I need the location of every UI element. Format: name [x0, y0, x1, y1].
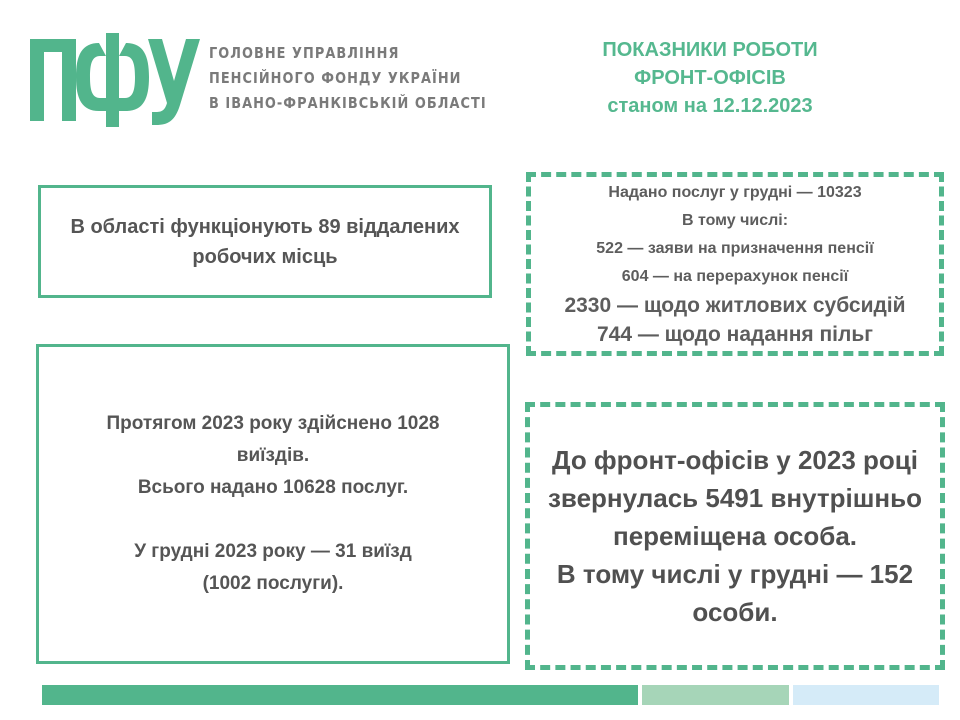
services-line: В тому числі:	[681, 212, 789, 229]
org-name-line: ПЕНСІЙНОГО ФОНДУ УКРАЇНИ	[209, 69, 462, 87]
footer-bar-segment	[42, 685, 638, 705]
org-name-line: ГОЛОВНЕ УПРАВЛІННЯ	[209, 44, 400, 62]
services-line: 604 — на перерахунок пенсії	[621, 268, 849, 285]
departures-box	[36, 344, 510, 664]
services-line: Надано послуг у грудні — 10323	[608, 184, 862, 201]
title-line: ПОКАЗНИКИ РОБОТИ	[602, 39, 818, 61]
idp-line: До фронт-офісів у 2023 році звернулась 5491 внутрішньо переміщена особа.	[548, 445, 922, 551]
services-line: 2330 — щодо житлових субсидій	[564, 294, 906, 317]
footer-bar-segment	[793, 685, 939, 705]
workplaces-box	[38, 185, 492, 298]
departures-line: Протягом 2023 року здійснено 1028 виїздів.	[106, 413, 440, 466]
services-box	[526, 172, 944, 356]
departures-line: У грудні 2023 року — 31 виїзд	[134, 541, 412, 562]
page-title	[545, 36, 875, 120]
idp-line: В тому числі у грудні — 152 особи.	[556, 559, 914, 627]
services-line: 522 — заяви на призначення пенсії	[596, 240, 874, 257]
title-date-line	[545, 92, 875, 120]
footer-bar-segment	[642, 685, 789, 705]
title-line: ФРОНТ-ОФІСІВ	[634, 67, 786, 89]
organization-name	[209, 41, 487, 116]
title-date: 12.12.2023	[712, 95, 813, 117]
services-line: 744 — щодо надання пільг	[596, 323, 874, 346]
departures-line: (1002 послуги).	[202, 573, 344, 594]
departures-line: Всього надано 10628 послуг.	[137, 477, 409, 498]
pfu-logo	[30, 33, 200, 127]
workplaces-text: В області функціонують 89 віддалених робочих місць	[70, 215, 460, 268]
title-date-prefix: станом на	[607, 95, 707, 117]
org-name-line: В ІВАНО-ФРАНКІВСЬКІЙ ОБЛАСТІ	[209, 94, 487, 112]
idp-box	[525, 402, 945, 670]
